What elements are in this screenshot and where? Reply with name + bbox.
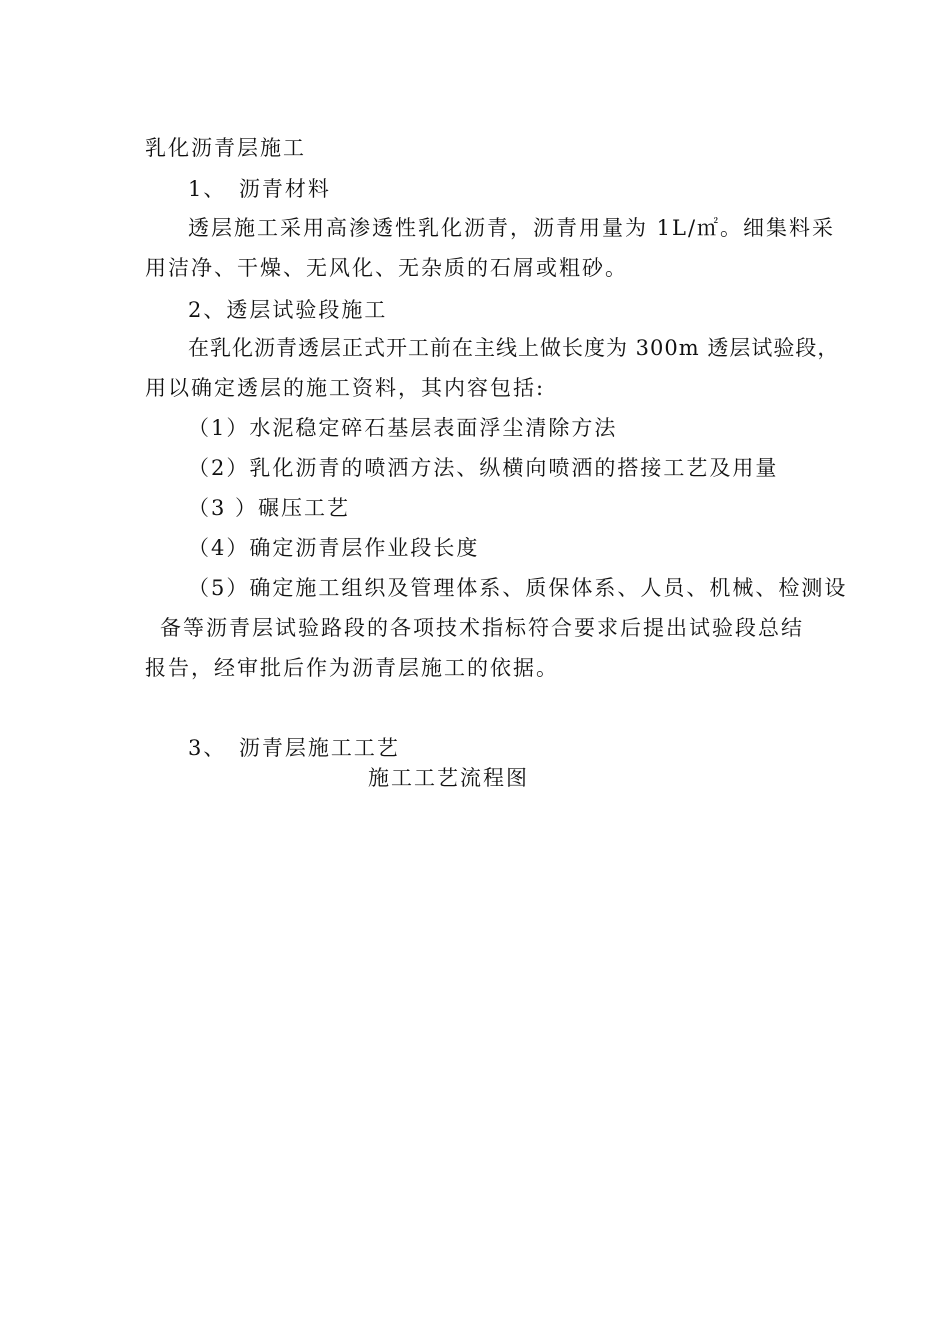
section-2-paragraph-line-2: 用以确定透层的施工资料，其内容包括: bbox=[145, 376, 546, 400]
document-heading: 乳化沥青层施工 bbox=[145, 136, 306, 160]
section-2-title: 2、透层试验段施工 bbox=[188, 298, 388, 322]
section-1-title: 1、 沥青材料 bbox=[188, 177, 331, 201]
section-2-continuation-line-2: 报告，经审批后作为沥青层施工的依据。 bbox=[145, 656, 559, 680]
section-2-paragraph-line-1: 在乳化沥青透层正式开工前在主线上做长度为 300m 透层试验段， bbox=[188, 336, 840, 360]
flowchart-caption: 施工工艺流程图 bbox=[368, 766, 529, 790]
section-2-item-4: （4）确定沥青层作业段长度 bbox=[188, 536, 480, 560]
section-1-paragraph-line-2: 用洁净、干燥、无风化、无杂质的石屑或粗砂。 bbox=[145, 256, 628, 280]
section-2-continuation-line-1: 备等沥青层试验路段的各项技术指标符合要求后提出试验段总结 bbox=[160, 616, 804, 640]
section-2-item-5: （5）确定施工组织及管理体系、质保体系、人员、机械、检测设 bbox=[188, 576, 848, 600]
section-1-paragraph-line-1: 透层施工采用高渗透性乳化沥青，沥青用量为 1L/㎡。细集料采 bbox=[188, 216, 836, 240]
section-3-title: 3、 沥青层施工工艺 bbox=[188, 736, 400, 760]
section-2-item-1: （1）水泥稳定碎石基层表面浮尘清除方法 bbox=[188, 416, 618, 440]
section-2-item-3: （3 ）碾压工艺 bbox=[188, 496, 351, 520]
section-2-item-2: （2）乳化沥青的喷洒方法、纵横向喷洒的搭接工艺及用量 bbox=[188, 456, 779, 480]
